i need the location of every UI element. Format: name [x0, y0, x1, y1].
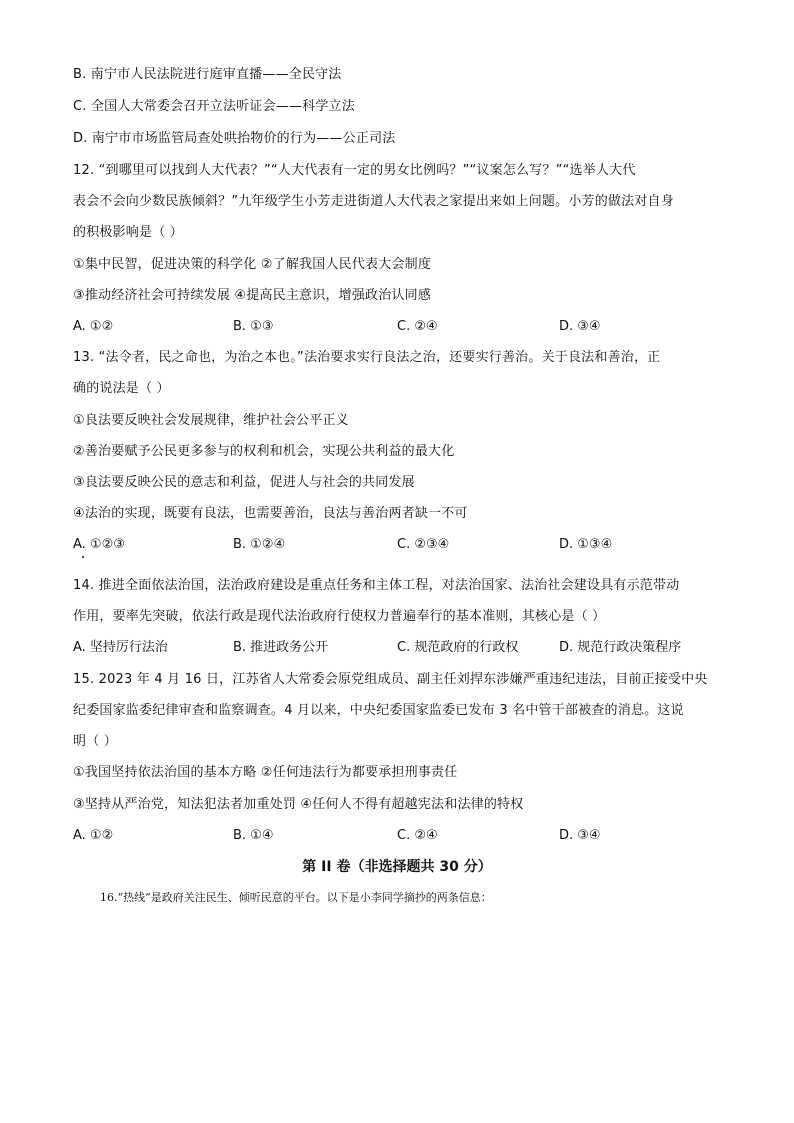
q15-stem-line2: 纪委国家监委纪律审查和监察调查。4 月以来，中央纪委国家监委已发布 3 名中管干部被查的消息。这说: [73, 703, 684, 718]
q15-stem-line3: 明（ ）: [73, 734, 117, 749]
q13-options: [73, 537, 733, 553]
q12-stem-line3: 的积极影响是（ ）: [73, 225, 183, 240]
q12-stem-line1: 12. “到哪里可以找到人大代表？”“人大代表有一定的男女比例吗？”“议案怎么写？”“选举人大代: [73, 163, 636, 178]
q12-statement-2: ③推动经济社会可持续发展 ④提高民主意识，增强政治认同感: [73, 288, 432, 303]
q14-stem-line2: 作用，要率先突破，依法行政是现代法治政府行使权力普遍奉行的基本准则，其核心是（ ）: [73, 609, 606, 624]
q13-stem-line1: 13. “法令者，民之命也，为治之本也。”法治要求实行良法之治，还要实行善治。关于良法和善治，正: [73, 350, 661, 365]
q13-stem-line2: 确的说法是（ ）: [73, 381, 170, 396]
q13-option-a: A. ①②③: [73, 537, 125, 552]
q13-statement-3: ③良法要反映公民的意志和利益，促进人与社会的共同发展: [73, 475, 415, 490]
q14-option-d: D. 规范行政决策程序: [559, 640, 682, 655]
q13-option-c: C. ②③④: [397, 537, 450, 552]
q12-option-a: A. ①②: [73, 319, 114, 334]
q15-option-a: A. ①②: [73, 828, 114, 843]
q11-option-c: C. 全国人大常委会召开立法听证会——科学立法: [73, 99, 355, 114]
q11-option-d: D. 南宁市市场监管局查处哄抬物价的行为——公正司法: [73, 131, 396, 146]
q16-stem: 16.“热线”是政府关注民生、倾听民意的平台。以下是小李同学摘抄的两条信息：: [100, 891, 492, 904]
section-title: 第 II 卷（非选择题共 30 分）: [302, 859, 492, 875]
q15-options: [73, 828, 733, 844]
stray-dot-mark: [82, 556, 84, 558]
q12-statement-1: ①集中民智，促进决策的科学化 ②了解我国人民代表大会制度: [73, 257, 432, 272]
q15-option-d: D. ③④: [559, 828, 601, 843]
q15-statement-1: ①我国坚持依法治国的基本方略 ②任何违法行为都要承担刑事责任: [73, 765, 458, 780]
q14-option-a: A. 坚持厉行法治: [73, 640, 168, 655]
q15-stem-line1: 15. 2023 年 4 月 16 日，江苏省人大常委会原党组成员、副主任刘捍东涉嫌严重违纪违法，目前正接受中央: [73, 672, 708, 687]
q13-statement-4: ④法治的实现，既要有良法，也需要善治，良法与善治两者缺一不可: [73, 506, 468, 521]
q14-option-b: B. 推进政务公开: [233, 640, 329, 655]
q12-options: [73, 319, 733, 335]
q14-option-c: C. 规范政府的行政权: [397, 640, 519, 655]
q15-option-c: C. ②④: [397, 828, 438, 843]
q12-option-b: B. ①③: [233, 319, 274, 334]
q13-option-b: B. ①②④: [233, 537, 286, 552]
q12-option-d: D. ③④: [559, 319, 601, 334]
q13-option-d: D. ①③④: [559, 537, 613, 552]
q13-statement-2: ②善治要赋予公民更多参与的权利和机会，实现公共利益的最大化: [73, 444, 455, 459]
q12-stem-line2: 表会不会向少数民族倾斜？”九年级学生小芳走进街道人大代表之家提出来如上问题。小芳的做法对自身: [73, 194, 674, 209]
q15-option-b: B. ①④: [233, 828, 274, 843]
q13-statement-1: ①良法要反映社会发展规律，维护社会公平正义: [73, 413, 349, 428]
q11-option-b: B. 南宁市人民法院进行庭审直播——全民守法: [73, 67, 342, 82]
q14-options: [73, 640, 733, 656]
q14-stem-line1: 14. 推进全面依法治国，法治政府建设是重点任务和主体工程，对法治国家、法治社会建设具有示范带动: [73, 578, 680, 593]
q15-statement-2: ③坚持从严治党，知法犯法者加重处罚 ④任何人不得有超越宪法和法律的特权: [73, 797, 524, 812]
q12-option-c: C. ②④: [397, 319, 438, 334]
